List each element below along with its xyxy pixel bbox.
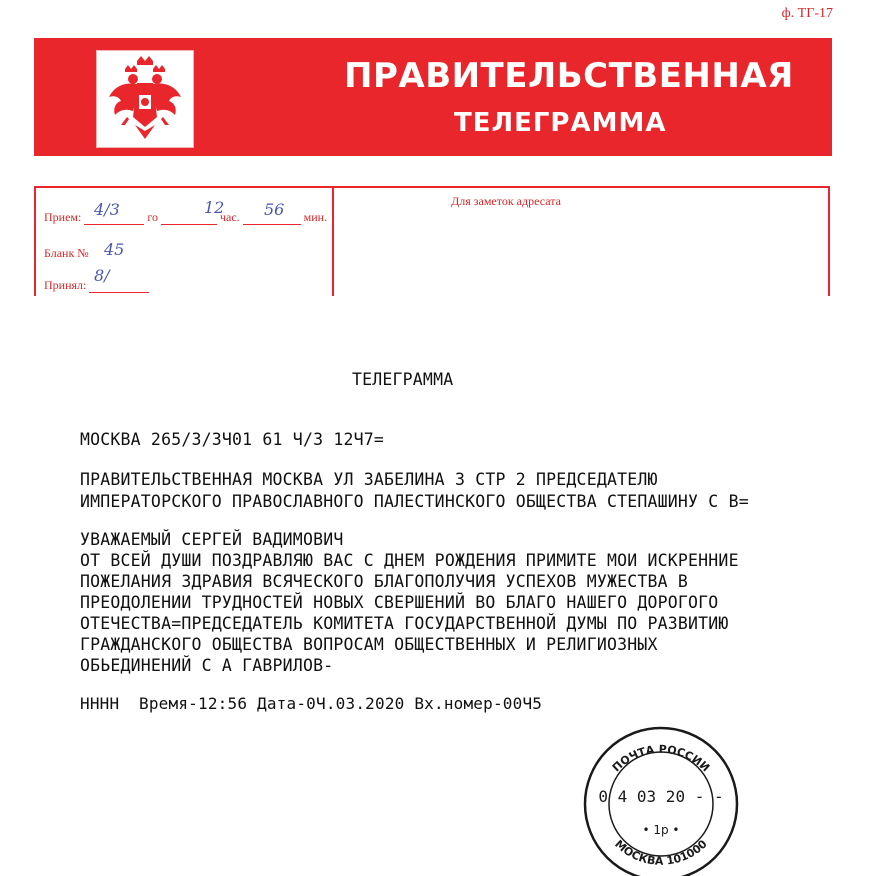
reception-fields [36,188,334,298]
address-line: ИМПЕРАТОРСКОГО ПРАВОСЛАВНОГО ПАЛЕСТИНСКОГО ОБЩЕСТВА СТЕПАШИНУ С В= [80,492,749,511]
form-code: ф. ТГ-17 [781,6,833,21]
stamp-date: 0 4 03 20 - - [598,787,724,806]
blank-label: Бланк № [44,246,89,260]
coat-of-arms-icon [96,50,194,148]
received-row [44,210,327,225]
body-line: ОТ ВСЕЙ ДУШИ ПОЗДРАВЛЯЮ ВАС С ДНЕМ РОЖДЕНИЯ ПРИМИТЕ МОИ ИСКРЕННИЕ [80,551,739,570]
banner-title: ПРАВИТЕЛЬСТВЕННАЯ [344,56,794,96]
banner-subtitle: ТЕЛЕГРАММА [454,108,667,138]
reception-box [34,186,830,298]
footer-line: НННН Время-12:56 Дата-0Ч.03.2020 Вх.номер-00Ч5 [80,694,543,713]
svg-text:ПОЧТА РОССИИ [610,743,712,775]
stamp-bottom-text: МОСКВА 101000 [612,837,710,868]
accepted-label: Принял: [44,278,87,292]
minute-suffix: мин. [303,210,328,224]
notes-label: Для заметок адресата [451,194,561,208]
route-line: МОСКВА 265/3/3Ч01 61 Ч/3 12Ч7= [80,430,385,449]
hour-value: 12 [204,198,225,217]
stamp-mid-text: • 1р • [642,823,680,837]
blank-row [44,246,89,261]
accepted-value: 8/ [94,266,110,285]
telegram-heading: ТЕЛЕГРАММА [352,370,454,389]
day-suffix: го [147,210,158,224]
body-line: ГРАЖДАНСКОГО ОБЩЕСТВА ВОПРОСАМ ОБЩЕСТВЕННЫХ И РЕЛИГИОЗНЫХ [80,635,658,654]
hour-suffix: час. [219,210,240,224]
received-label: Прием: [44,210,82,224]
banner [34,38,832,156]
minute-value: 56 [264,200,285,219]
postal-stamp-icon [574,716,744,876]
blank-value: 45 [104,240,125,259]
body-line: ПОЖЕЛАНИЯ ЗДРАВИЯ ВСЯЧЕСКОГО БЛАГОПОЛУЧИЯ УСПЕХОВ МУЖЕСТВА В [80,572,689,591]
paper-tear [0,296,870,310]
stamp-top-text: ПОЧТА РОССИИ [609,742,713,775]
body-line: ПРЕОДОЛЕНИИ ТРУДНОСТЕЙ НОВЫХ СВЕРШЕНИЙ ВО БЛАГО НАШЕГО ДОРОГОГО [80,593,719,612]
body-line: УВАЖАЕМЫЙ СЕРГЕЙ ВАДИМОВИЧ [80,530,344,549]
body-line: ОТЕЧЕСТВА=ПРЕДСЕДАТЕЛЬ КОМИТЕТА ГОСУДАРСТВЕННОЙ ДУМЫ ПО РАЗВИТИЮ [80,614,729,633]
body-line: ОБЬЕДИНЕНИЙ С А ГАВРИЛОВ- [80,656,334,675]
svg-text:МОСКВА 101000 [612,837,710,868]
address-line: ПРАВИТЕЛЬСТВЕННАЯ МОСКВА УЛ ЗАБЕЛИНА 3 СТР 2 ПРЕДСЕДАТЕЛЮ [80,470,658,489]
day-value: 4/3 [94,200,120,219]
